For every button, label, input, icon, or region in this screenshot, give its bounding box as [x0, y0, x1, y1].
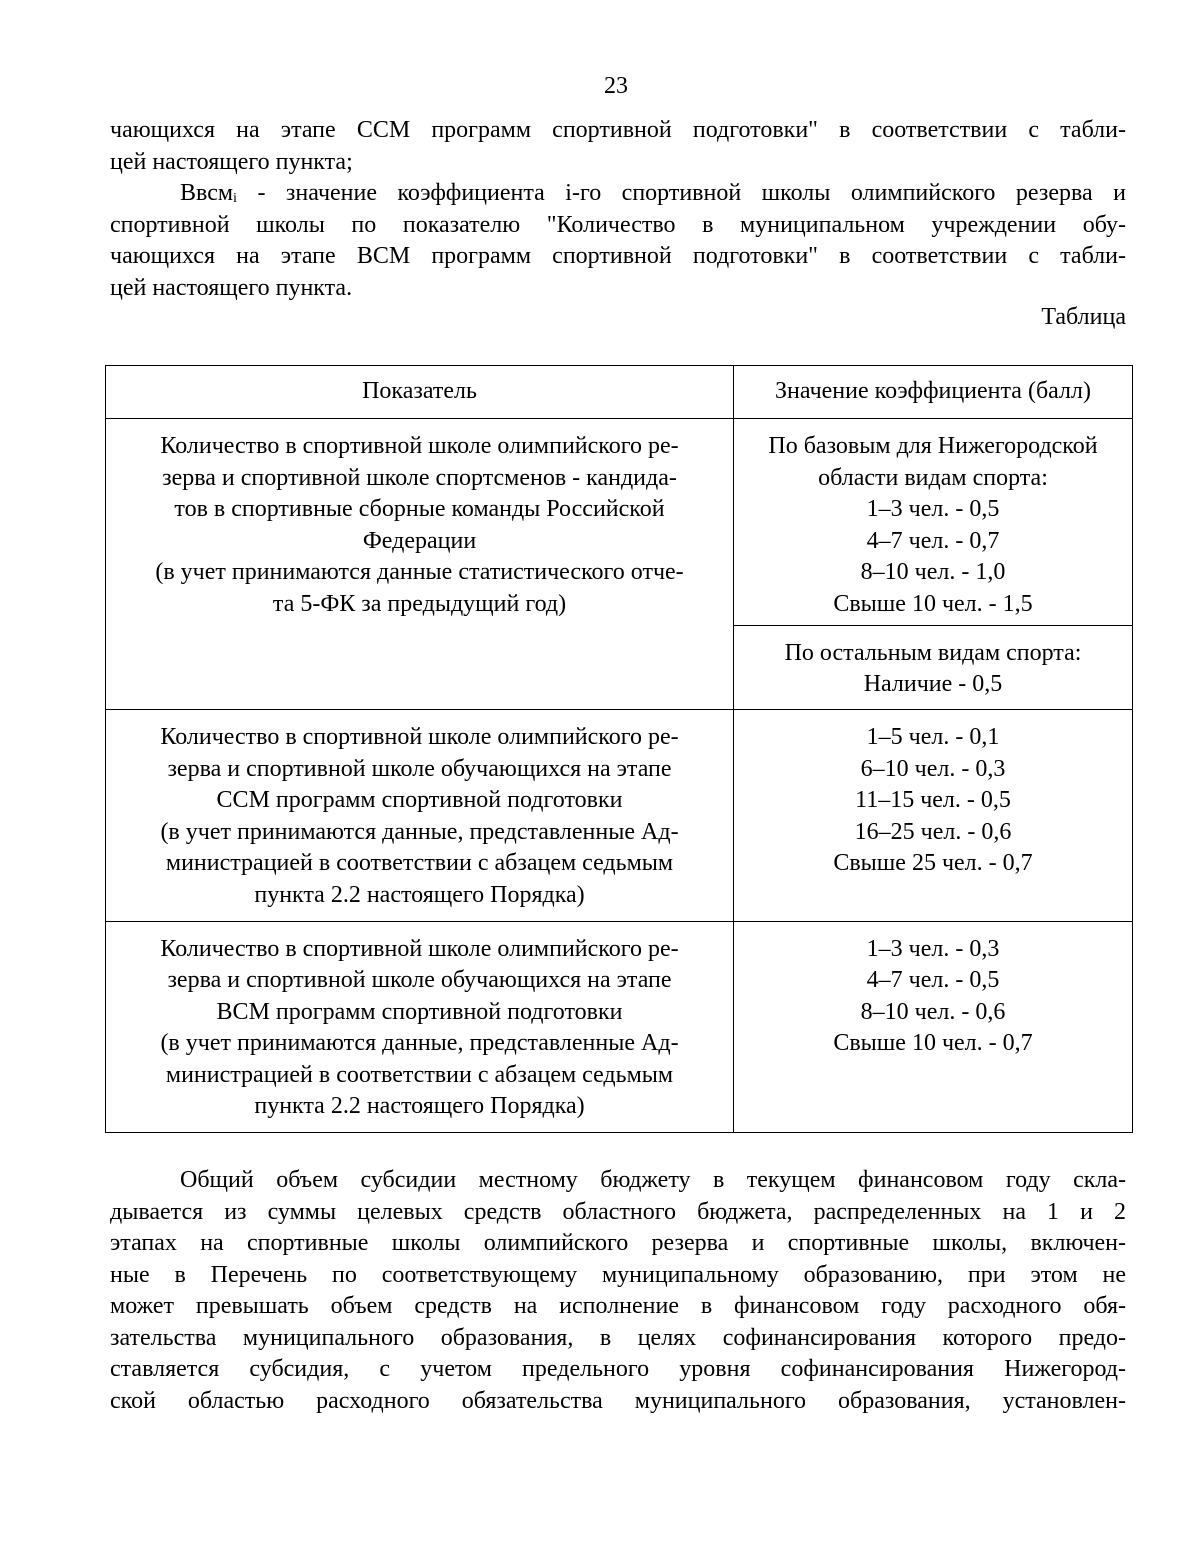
cell-line: По остальным видам спорта:: [784, 639, 1082, 666]
cell-line: 1–5 чел. - 0,1: [866, 724, 1000, 751]
cell-line: области видам спорта:: [818, 464, 1048, 491]
text-line: спортивной школы по показателю "Количество в муниципальном учреждении обу-: [110, 211, 1126, 238]
cell-line: Свыше 10 чел. - 0,7: [833, 1030, 1033, 1057]
cell-line: 8–10 чел. - 1,0: [860, 559, 1006, 586]
text-line: может превышать объем средств на исполнение в финансовом году расходного обя-: [110, 1293, 1126, 1319]
indicator-cell: [106, 419, 734, 710]
indicator-cell: [106, 921, 734, 1132]
closing-paragraph: [110, 1165, 1126, 1417]
indicator-cell: [106, 710, 734, 921]
header-value: Значение коэффициента (балл): [734, 366, 1133, 419]
table-caption: Таблица: [1041, 304, 1126, 330]
cell-line: пункта 2.2 настоящего Порядка): [254, 881, 585, 908]
cell-line: тов в спортивные сборные команды Российской: [174, 496, 665, 523]
cell-line: Количество в спортивной школе олимпийского ре-: [160, 724, 679, 751]
cell-line: ВСМ программ спортивной подготовки: [216, 998, 623, 1025]
text-line: ставляется субсидия, с учетом предельного уровня софинансирования Нижегород-: [110, 1356, 1126, 1382]
text-line: зательства муниципального образования, в целях софинансирования которого предо-: [110, 1324, 1126, 1351]
cell-line: министрацией в соответствии с абзацем седьмым: [165, 850, 674, 877]
cell-line: зерва и спортивной школе обучающихся на этапе: [167, 755, 672, 782]
text-line: цей настоящего пункта.: [110, 274, 353, 301]
cell-line: Свыше 25 чел. - 0,7: [833, 850, 1033, 877]
value-cell: [734, 921, 1133, 1132]
cell-line: зерва и спортивной школе спортсменов - кандида-: [162, 464, 677, 491]
value-cell: [734, 625, 1133, 710]
cell-line: 16–25 чел. - 0,6: [854, 818, 1012, 845]
cell-line: (в учет принимаются данные статистического отче-: [155, 559, 684, 586]
cell-line: 6–10 чел. - 0,3: [860, 755, 1006, 782]
text-line: Ввсмᵢ - значение коэффициента i-го спортивной школы олимпийского резерва и: [180, 180, 1126, 206]
cell-line: (в учет принимаются данные, представленные Ад-: [160, 818, 679, 845]
text-line: ской областью расходного обязательства муниципального образования, установлен-: [110, 1387, 1126, 1414]
cell-line: та 5-ФК за предыдущий год): [272, 590, 567, 617]
coefficient-table: [105, 365, 1133, 1133]
cell-line: ССМ программ спортивной подготовки: [216, 787, 623, 814]
cell-line: 1–3 чел. - 0,3: [866, 935, 1000, 962]
cell-line: Наличие - 0,5: [863, 671, 1003, 698]
table-row: [106, 419, 1133, 625]
intro-paragraph-1: [110, 115, 1126, 178]
cell-line: зерва и спортивной школе обучающихся на этапе: [167, 967, 672, 994]
cell-line: министрацией в соответствии с абзацем седьмым: [165, 1061, 674, 1088]
text-line: чающихся на этапе ССМ программ спортивной подготовки" в соответствии с табли-: [110, 117, 1126, 143]
header-indicator: Показатель: [106, 366, 734, 419]
value-cell: [734, 419, 1133, 625]
text-line: цей настоящего пункта;: [110, 148, 353, 175]
text-line: этапах на спортивные школы олимпийского резерва и спортивные школы, включен-: [110, 1230, 1126, 1256]
text-line: ные в Перечень по соответствующему муниципальному образованию, при этом не: [110, 1261, 1126, 1288]
text-line: чающихся на этапе ВСМ программ спортивной подготовки" в соответствии с табли-: [110, 243, 1126, 269]
cell-line: Количество в спортивной школе олимпийского ре-: [160, 433, 679, 460]
cell-line: Свыше 10 чел. - 1,5: [833, 590, 1033, 617]
text-line: дывается из суммы целевых средств областного бюджета, распределенных на 1 и 2: [110, 1198, 1126, 1225]
table-header-row: [106, 366, 1133, 419]
intro-paragraph-2: [110, 178, 1126, 304]
cell-line: пункта 2.2 настоящего Порядка): [254, 1093, 585, 1120]
cell-line: 4–7 чел. - 0,7: [866, 527, 1000, 554]
cell-line: 8–10 чел. - 0,6: [860, 998, 1006, 1025]
cell-line: Федерации: [362, 527, 477, 554]
cell-line: 1–3 чел. - 0,5: [866, 496, 1000, 523]
text-line: Общий объем субсидии местному бюджету в текущем финансовом году скла-: [180, 1167, 1126, 1193]
cell-line: 4–7 чел. - 0,5: [866, 967, 1000, 994]
page-number: 23: [604, 73, 628, 99]
cell-line: (в учет принимаются данные, представленные Ад-: [160, 1030, 679, 1057]
value-cell: [734, 710, 1133, 921]
table-row: [106, 921, 1133, 1132]
cell-line: По базовым для Нижегородской: [768, 433, 1098, 460]
cell-line: Количество в спортивной школе олимпийского ре-: [160, 935, 679, 962]
table-row: [106, 710, 1133, 921]
cell-line: 11–15 чел. - 0,5: [855, 787, 1011, 814]
